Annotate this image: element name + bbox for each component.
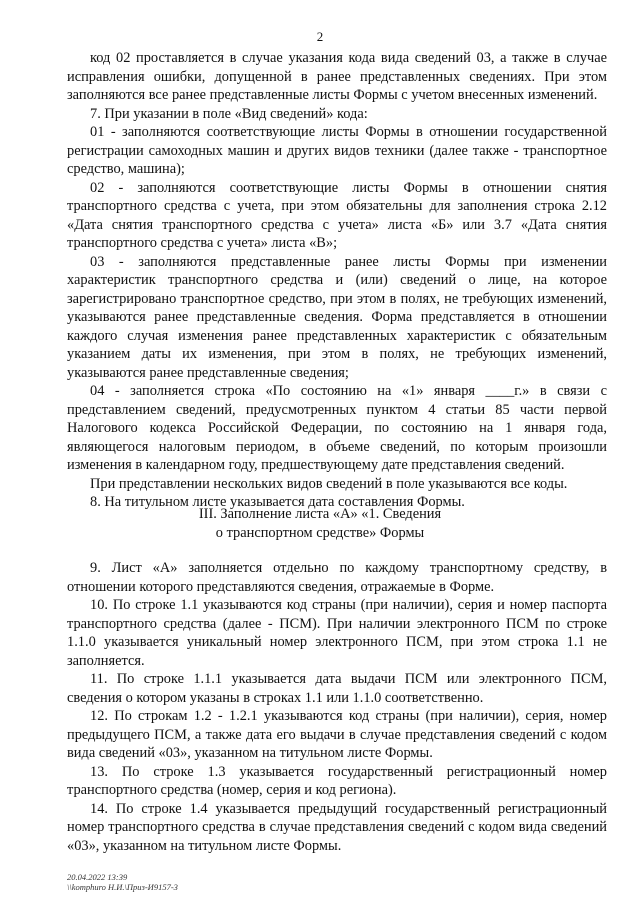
text-block-top [67, 49, 607, 512]
paragraph: код 02 проставляется в случае указания кода вида сведений 03, а также в случае исправления ошибки, допущенной в ранее представленных сведениях. При этом заполняются все ранее представленные листы Формы с учетом внесенных изменений. [67, 50, 607, 103]
paragraph: 10. По строке 1.1 указываются код страны (при наличии), серия и номер паспорта транспортного средства (далее - ПСМ). При наличии электронного ПСМ по строке 1.1.0 указывается уникальный номер электронного ПСМ, при этом строка 1.1 не заполняется. [67, 597, 607, 669]
paragraph: 14. По строке 1.4 указывается предыдущий государственный регистрационный номер транспортного средства в случае представления сведений с кодом вида сведений «03», указанном на титульном листе Формы. [67, 800, 607, 854]
paragraph: 11. По строке 1.1.1 указывается дата выдачи ПСМ или электронного ПСМ, сведения о котором указаны в строках 1.1 или 1.1.0 соответственно. [67, 671, 607, 706]
footer [67, 872, 178, 892]
paragraph: 8. На титульном листе указывается дата составления Формы. [90, 494, 465, 510]
footer-timestamp: 20.04.2022 13:39 [67, 872, 128, 882]
paragraph: 9. Лист «А» заполняется отдельно по каждому транспортному средству, в отношении которого представляются сведения, отражаемые в Форме. [67, 560, 607, 595]
paragraph: 03 - заполняются представленные ранее листы Формы при изменении характеристик транспортного средства и (или) сведений о лице, на которое зарегистрировано транспортное средство, при этом в полях, не требующих изменений, указываются ранее представленные сведения. Форма представляется в отношении каждого случая изменения ранее представленных характеристик с обязательным указанием даты их изменения, при этом в полях, не требующих изменений, указываются ранее представленные сведения; [67, 253, 607, 381]
paragraph: 13. По строке 1.3 указывается государственный регистрационный номер транспортного средства (номер, серия и код региона). [67, 763, 607, 798]
paragraph: 02 - заполняются соответствующие листы Формы в отношении снятия транспортного средства с учета, при этом обязательны для заполнения строка 2.12 «Дата снятия транспортного средства с учета» листа «Б» или 3.7 «Дата снятия транспортного средства с учета» листа «В»; [67, 179, 607, 251]
paragraph: 7. При указании в поле «Вид сведений» кода: [90, 105, 368, 122]
footer-path: \\komphuro Н.И.\Приз-И9157-3 [67, 882, 178, 892]
paragraph: 01 - заполняются соответствующие листы Формы в отношении государственной регистрации самоходных машин и других видов техники (далее также - транспортное средство, машина); [67, 124, 607, 177]
section-heading-line: о транспортном средстве» Формы [215, 524, 425, 541]
paragraph: 04 - заполняется строка «По состоянию на «1» января ____г.» в связи с представлением сведений, предусмотренных пунктом 4 статьи 85 части первой Налогового кодекса Российской Федерации, по состоянию на 1 января года, являющегося налоговым периодом, в объеме сведений, по которым произошли изменения в календарном году, предшествующему дате представления сведений. [67, 383, 607, 473]
text-block-bottom [67, 559, 607, 855]
page-number: 2 [316, 29, 324, 44]
section-heading [0, 505, 640, 542]
section-heading-line: III. Заполнение листа «А» «1. Сведения [198, 506, 442, 522]
paragraph: 12. По строкам 1.2 - 1.2.1 указываются код страны (при наличии), серия, номер предыдущего ПСМ, а также дата его выдачи в случае представления сведений с кодом вида сведений «03», указанном на титульном листе Формы. [67, 708, 607, 761]
paragraph: При представлении нескольких видов сведений в поле указываются все коды. [90, 475, 568, 492]
